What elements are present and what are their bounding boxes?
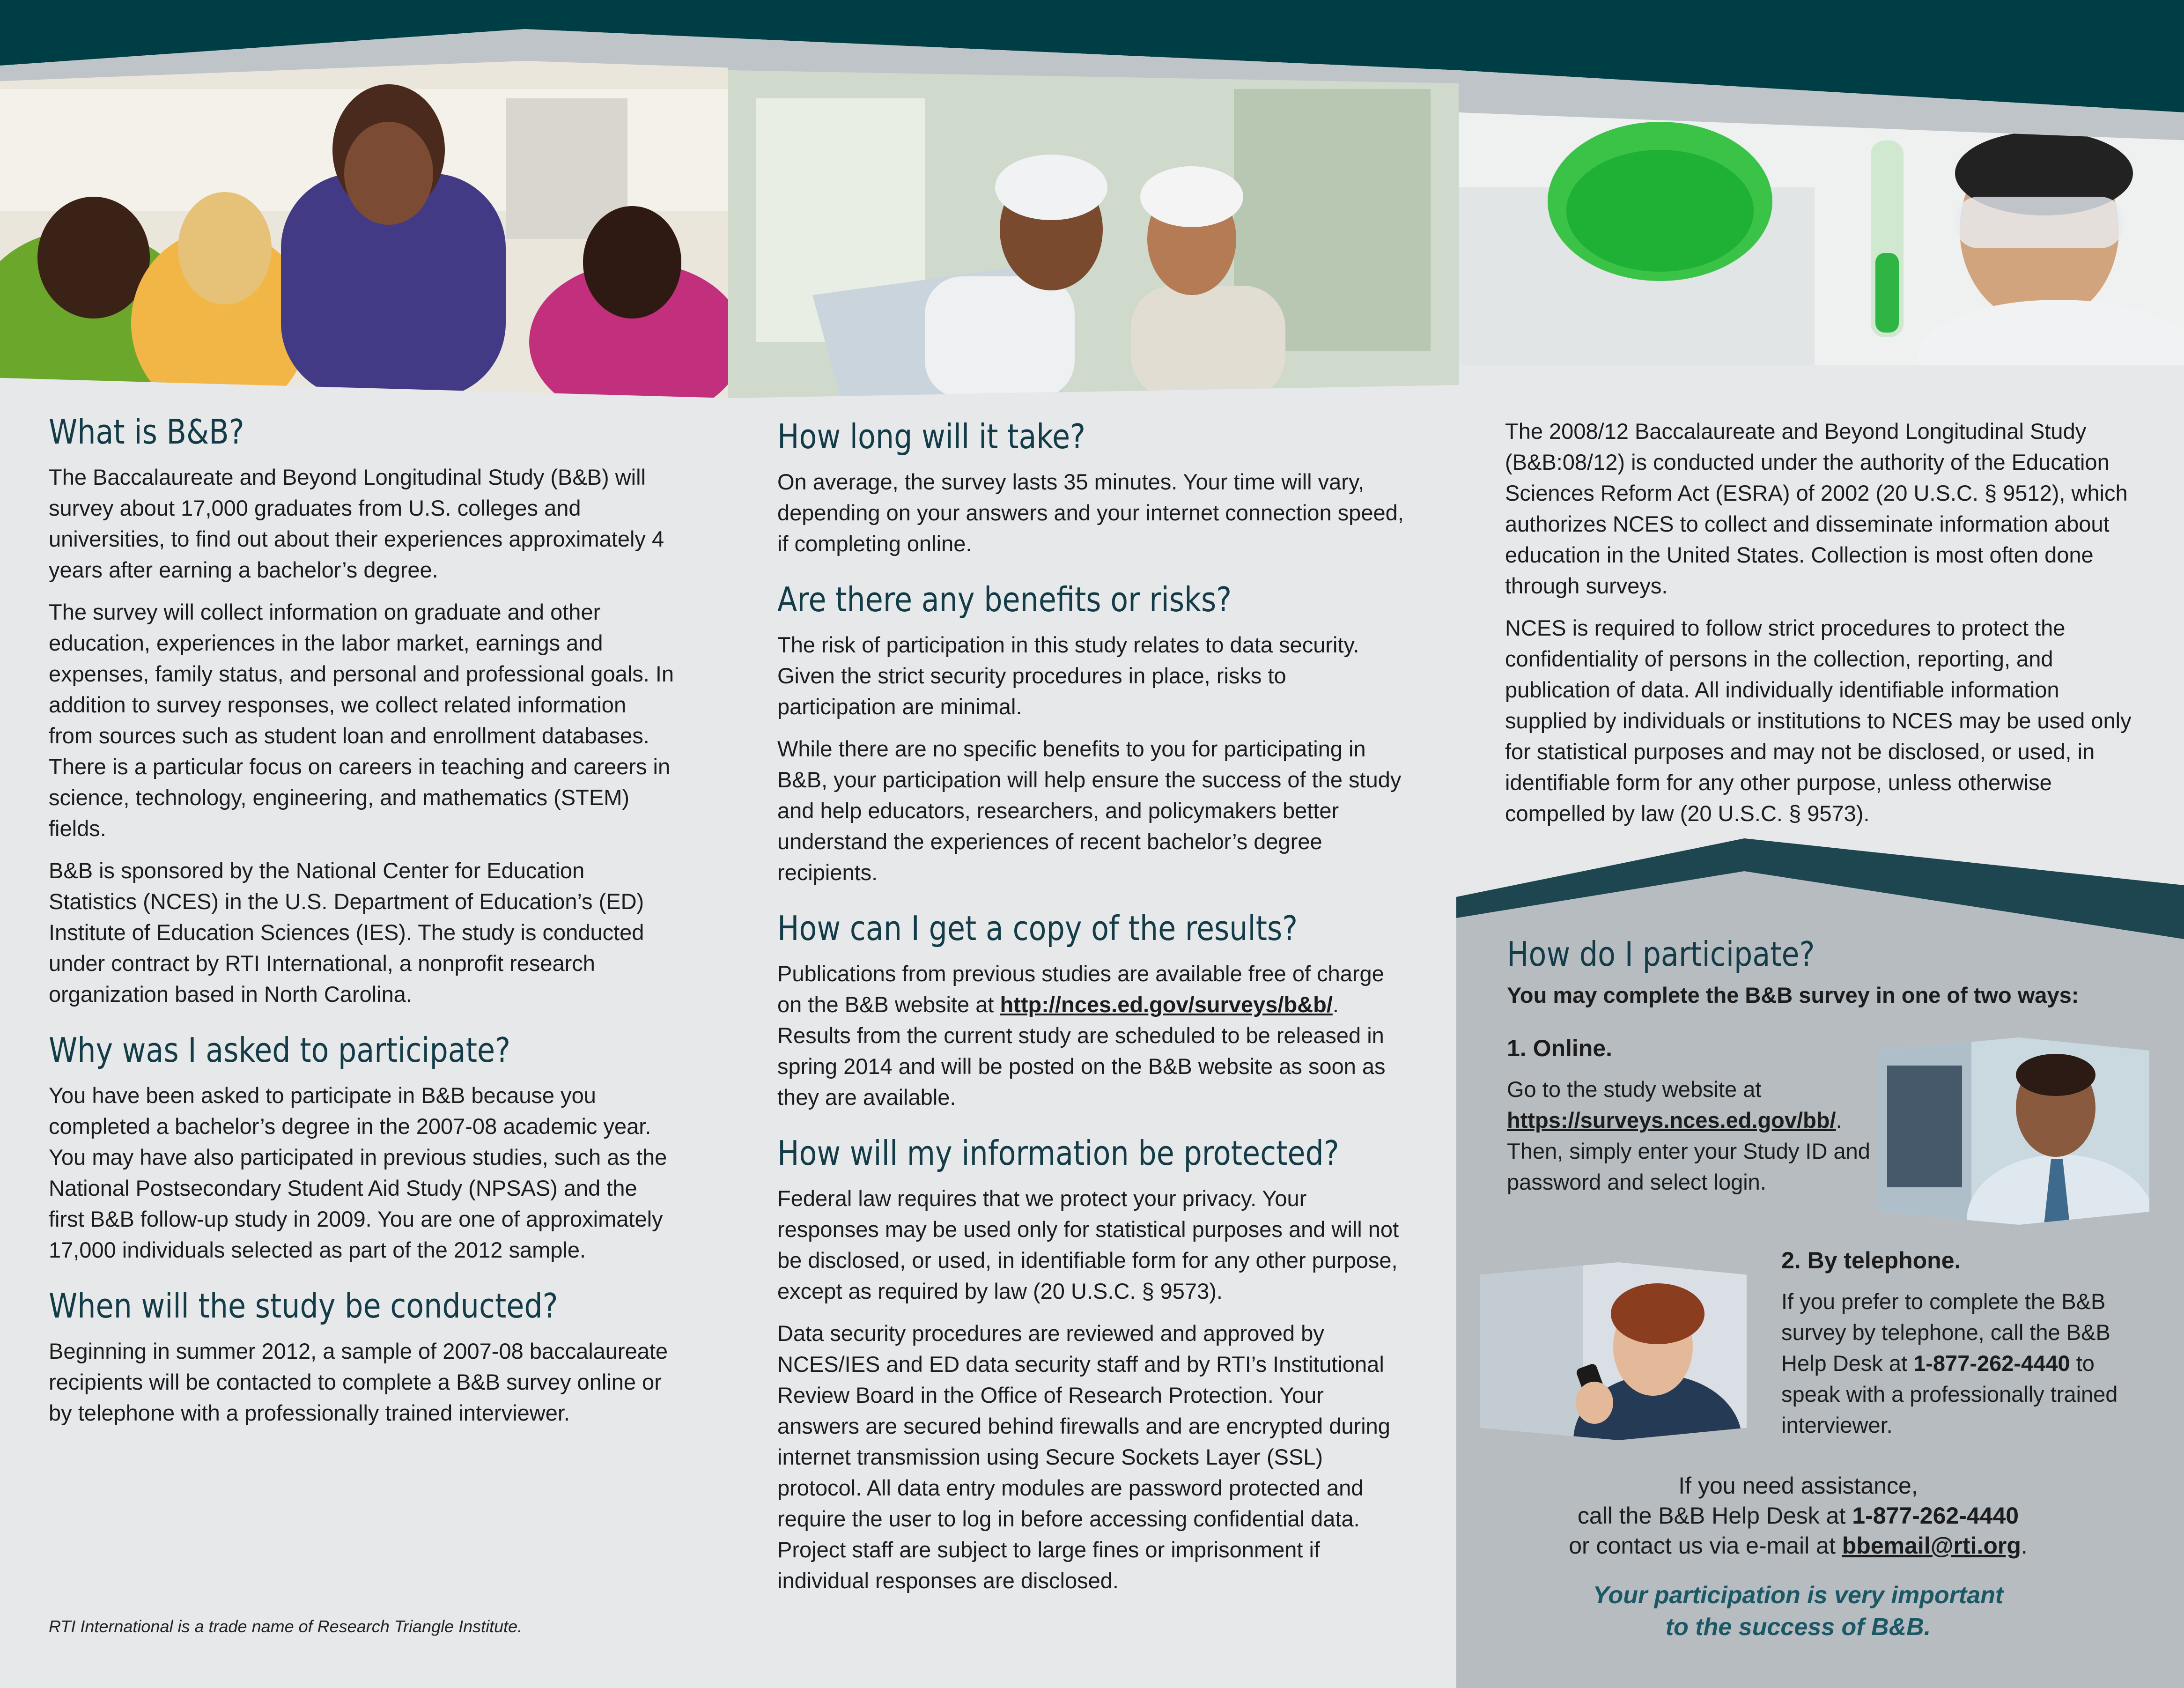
section-what-is-bb <box>49 412 676 1010</box>
paragraph: The Baccalaureate and Beyond Longitudinal Study (B&B) will survey about 17,000 graduates from U.S. colleges and universities, to find out about their experiences approximately 4 years after earning a bachelor’s degree. <box>49 465 664 582</box>
photo-teacher-children <box>0 61 728 398</box>
paragraph <box>1507 1074 1872 1198</box>
text: If you prefer to complete the B&B survey by telephone, call the B&B Help Desk at <box>1781 1289 2110 1376</box>
text: or contact us via e-mail at <box>1569 1533 1842 1559</box>
important-line-1: Your participation is very important <box>1593 1582 2004 1609</box>
paragraph <box>1781 1286 2147 1441</box>
section-benefits-risks <box>777 580 1409 888</box>
assist-email-link[interactable]: bbemail@rti.org <box>1842 1533 2021 1559</box>
heading-benefits-risks: Are there any benefits or risks? <box>777 580 1232 619</box>
paragraph: You have been asked to participate in B&B because you completed a bachelor’s degree in the 2007-08 academic year. You may have also participated in previous studies, such as the National Postsecondary Student Aid Study (NPSAS) and the first B&B follow-up study in 2009. You are one of approximately 17,000 individuals selected as part of the 2012 sample. <box>49 1083 667 1262</box>
paragraph: On average, the survey lasts 35 minutes. Your time will vary, depending on your answers and your internet connection speed, if completing online. <box>777 469 1404 556</box>
assist-line-3 <box>1484 1531 2112 1561</box>
heading-how-participate: How do I participate? <box>1507 934 1815 974</box>
section-why-asked <box>49 1030 676 1266</box>
text: . Then, simply enter your Study ID and password and select login. <box>1507 1108 1870 1194</box>
photo-construction-professionals <box>728 70 1459 398</box>
section-results-copy <box>777 909 1409 1113</box>
option-online <box>1507 1034 1872 1198</box>
photo-woman-phone <box>1480 1262 1747 1440</box>
photo-scientist-lab <box>1459 112 2184 365</box>
heading-what-is-bb: What is B&B? <box>49 412 244 452</box>
footnote: RTI International is a trade name of Research Triangle Institute. <box>49 1617 523 1636</box>
text: Publications from previous studies are available free of charge on the B&B website at <box>777 961 1384 1017</box>
section-when-conducted <box>49 1286 676 1429</box>
heading-results-copy: How can I get a copy of the results? <box>777 909 1298 948</box>
paragraph: NCES is required to follow strict procedures to protect the confidentiality of persons in the collection, reporting, and publication of data. All individually identifiable information supplied by individuals or institutions to NCES may be used only for statistical purposes and may not be disclosed, or used, in identifiable form for any other purpose, unless otherwise compelled by law (20 U.S.C. § 9573). <box>1505 615 2132 826</box>
paragraph: The risk of participation in this study relates to data security. Given the strict security procedures in place, risks to participation are minimal. <box>777 632 1359 719</box>
heading-info-protected: How will my information be protected? <box>777 1133 1339 1173</box>
assistance-block <box>1484 1471 2112 1561</box>
nces-results-link[interactable]: http://nces.ed.gov/surveys/b&b/ <box>1000 992 1333 1017</box>
text: Go to the study website at <box>1507 1077 1762 1102</box>
column-3 <box>1505 416 2142 840</box>
text: . Results from the current study are scheduled to be released in spring 2014 and will be posted on the B&B website as soon as they are available. <box>777 992 1386 1110</box>
participation-important <box>1498 1579 2098 1643</box>
heading-why-asked: Why was I asked to participate? <box>49 1030 510 1070</box>
option-telephone <box>1781 1246 2147 1452</box>
participate-panel <box>1507 934 2134 1209</box>
option-telephone-title: 2. By telephone. <box>1781 1247 1961 1273</box>
paragraph: The 2008/12 Baccalaureate and Beyond Longitudinal Study (B&B:08/12) is conducted under the authority of the Education Sciences Reform Act (ESRA) of 2002 (20 U.S.C. § 9512), which authorizes NCES to collect and disseminate information about education in the United States. Collection is most often done through surveys. <box>1505 419 2128 598</box>
important-line-2: to the success of B&B. <box>1665 1614 1931 1641</box>
paragraph <box>777 958 1409 1113</box>
text: call the B&B Help Desk at <box>1577 1503 1852 1529</box>
paragraph: B&B is sponsored by the National Center for Education Statistics (NCES) in the U.S. Department of Education’s (ED) Institute of Education Sciences (IES). The study is conducted under contract by RTI International, a nonprofit research organization based in North Carolina. <box>49 858 644 1007</box>
text: to speak with a professionally trained interviewer. <box>1781 1351 2118 1437</box>
help-desk-phone[interactable]: 1-877-262-4440 <box>1913 1351 2070 1376</box>
text: . <box>2021 1533 2028 1559</box>
assist-line-2 <box>1484 1501 2112 1531</box>
section-how-long <box>777 417 1409 559</box>
survey-website-link[interactable]: https://surveys.nces.ed.gov/bb/ <box>1507 1108 1836 1133</box>
section-info-protected <box>777 1133 1409 1596</box>
heading-when-conducted: When will the study be conducted? <box>49 1286 558 1325</box>
paragraph: Federal law requires that we protect your privacy. Your responses may be used only for statistical purposes and will not be disclosed, or used, in identifiable form for any other purpose, except as required by law (20 U.S.C. § 9573). <box>777 1186 1399 1303</box>
heading-how-long: How long will it take? <box>777 417 1086 456</box>
assist-line-1: If you need assistance, <box>1678 1473 1918 1499</box>
assist-phone[interactable]: 1-877-262-4440 <box>1852 1503 2019 1529</box>
paragraph: The survey will collect information on graduate and other education, experiences in the labor market, earnings and expenses, family status, and personal and professional goals. In addition to survey responses, we collect related information from sources such as student loan and enrollment databases. There is a particular focus on careers in teaching and careers in science, technology, engineering, and mathematics (STEM) fields. <box>49 600 674 841</box>
paragraph: While there are no specific benefits to you for participating in B&B, your participation will help ensure the success of the study and help educators, researchers, and policymakers better understand the experiences of recent bachelor’s degree recipients. <box>777 736 1402 885</box>
participate-lead: You may complete the B&B survey in one of two ways: <box>1507 983 2079 1007</box>
column-1 <box>49 412 676 1449</box>
option-online-title: 1. Online. <box>1507 1035 1613 1061</box>
paragraph: Data security procedures are reviewed and approved by NCES/IES and ED data security staff and by RTI’s Institutional Review Board in the Office of Research Protection. Your answers are secured behind firewalls and are encrypted during internet transmission using Secure Sockets Layer (SSL) protocol. All data entry modules are password protected and require the user to log in before accessing confidential data. Project staff are subject to large fines or imprisonment if individual responses are disclosed. <box>777 1321 1390 1593</box>
column-2 <box>777 417 1409 1617</box>
paragraph: Beginning in summer 2012, a sample of 2007-08 baccalaureate recipients will be contacted to complete a B&B survey online or by telephone with a professionally trained interviewer. <box>49 1339 668 1425</box>
